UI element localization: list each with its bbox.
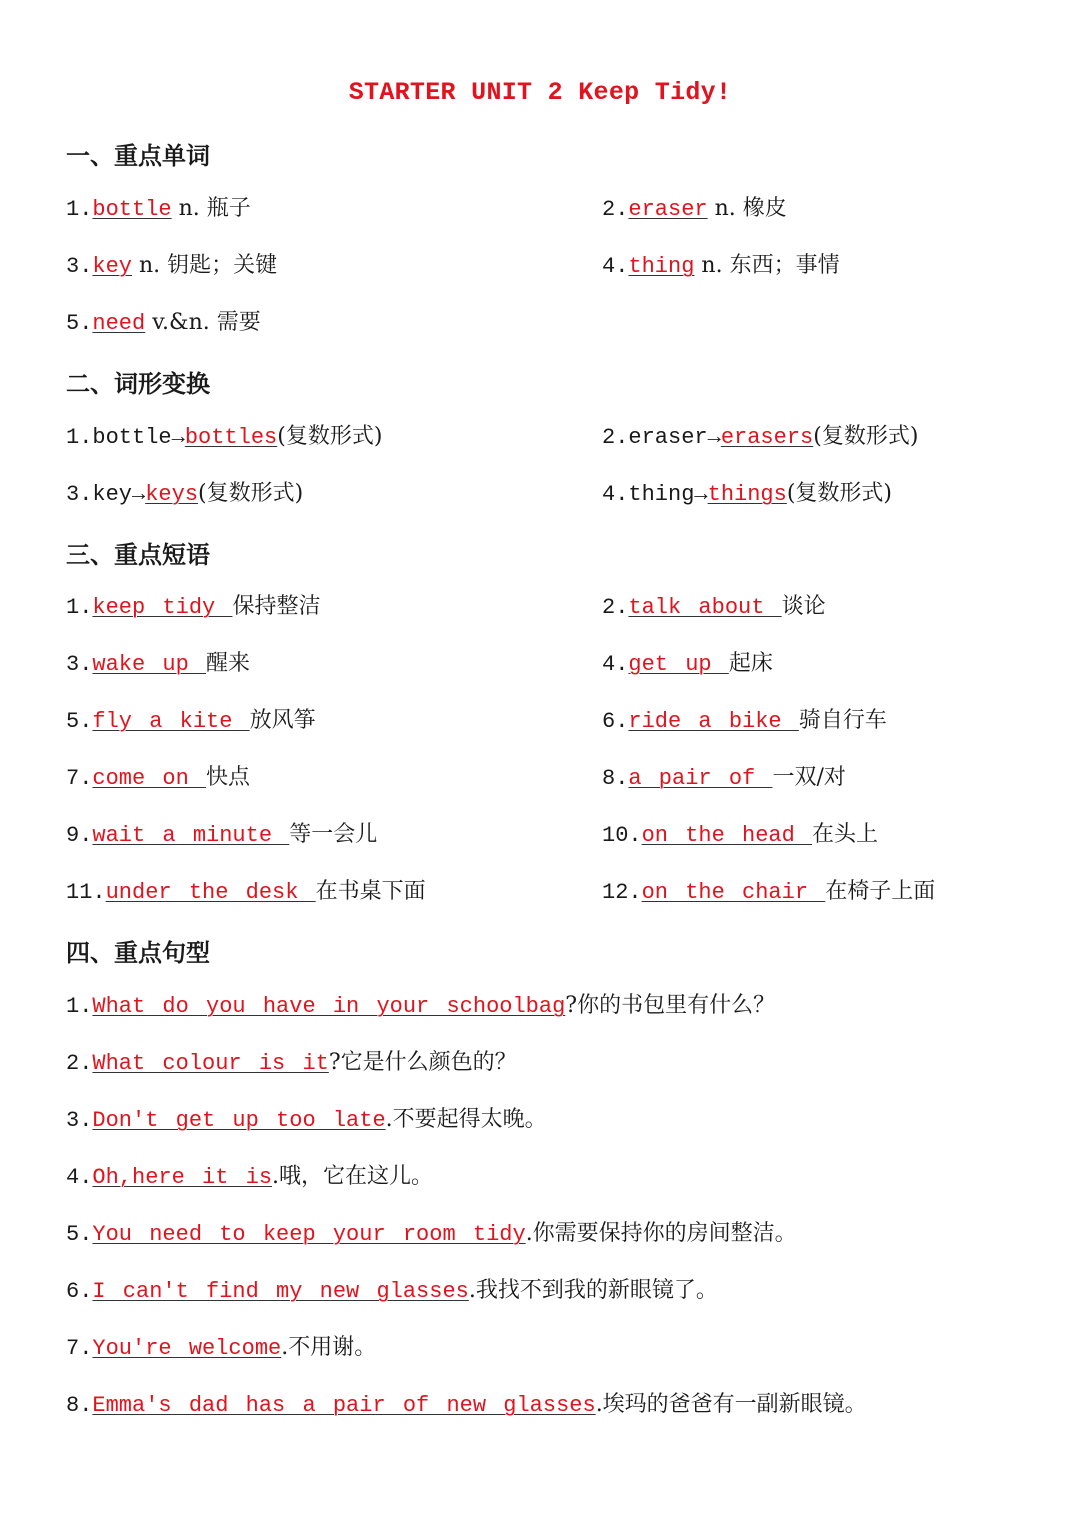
item-meaning: v.&n. 需要 <box>145 310 261 335</box>
section-heading-sentences: 四、重点句型 <box>66 939 210 967</box>
phrase-item <box>66 649 250 680</box>
answer-text: What do you have in your schoolbag <box>92 994 566 1019</box>
item-meaning: 谈论 <box>781 594 826 619</box>
item-number: 7. <box>66 1336 93 1361</box>
item-note: (复数形式) <box>813 424 919 449</box>
sentence-translation: .不用谢。 <box>281 1335 377 1360</box>
item-meaning: 起床 <box>728 651 773 676</box>
section-heading-phrases: 三、重点短语 <box>66 541 210 569</box>
item-number: 2. <box>66 1051 93 1076</box>
item-meaning: n. 瓶子 <box>171 196 251 221</box>
item-number: 12. <box>602 880 642 905</box>
phrase-item <box>602 820 878 851</box>
phrase-item <box>66 877 426 908</box>
item-number: 8. <box>602 766 629 791</box>
answer-text: come on <box>92 766 207 791</box>
sentence-item <box>66 1105 547 1136</box>
item-number: 4. <box>602 652 629 677</box>
answer-text: Oh,here it is <box>92 1165 273 1190</box>
phrase-item <box>602 649 773 680</box>
answer-text: You need to keep your room tidy <box>92 1222 526 1247</box>
answer-text: fly a kite <box>92 709 250 734</box>
sentence-item <box>66 1276 718 1307</box>
answer-text: You're welcome <box>92 1336 282 1361</box>
phrase-item <box>602 706 887 737</box>
phrase-item <box>602 877 935 908</box>
word-item <box>602 194 787 225</box>
sentence-item <box>66 991 775 1022</box>
phrase-item <box>66 706 316 737</box>
item-number: 2. <box>602 595 629 620</box>
form-item <box>602 479 892 510</box>
answer-text: keep tidy <box>92 595 233 620</box>
answer-text: wake up <box>92 652 207 677</box>
answer-text: under the desk <box>105 880 316 905</box>
word-item <box>66 308 261 339</box>
item-meaning: 快点 <box>206 765 251 790</box>
sentence-translation: .哦，它在这儿。 <box>272 1164 434 1189</box>
page-title: STARTER UNIT 2 Keep Tidy! <box>348 78 732 107</box>
answer-text: erasers <box>720 425 814 450</box>
item-meaning: 等一会儿 <box>289 822 378 847</box>
form-item <box>66 422 382 453</box>
answer-text: get up <box>628 652 729 677</box>
item-meaning: 骑自行车 <box>798 708 887 733</box>
word-item <box>66 251 277 282</box>
phrase-item <box>66 820 377 851</box>
item-note: (复数形式) <box>786 481 893 506</box>
sentence-translation: ?它是什么颜色的？ <box>328 1050 517 1075</box>
item-number: 1. <box>66 595 93 620</box>
item-number: 8. <box>66 1393 93 1418</box>
phrase-item <box>602 592 826 623</box>
form-item <box>602 422 918 453</box>
item-meaning: 醒来 <box>206 651 251 676</box>
item-number: 9. <box>66 823 93 848</box>
item-meaning: 在头上 <box>812 822 879 847</box>
word-item <box>602 251 840 282</box>
item-meaning: n. 钥匙；关键 <box>132 253 278 278</box>
item-number: 10. <box>602 823 642 848</box>
phrase-item <box>602 763 846 794</box>
answer-text: talk about <box>628 595 782 620</box>
item-number: 6. <box>66 1279 93 1304</box>
answer-text: keys <box>145 482 199 507</box>
answer-text: What colour is it <box>92 1051 329 1076</box>
item-meaning: 保持整洁 <box>232 594 321 619</box>
item-note: (复数形式) <box>277 424 383 449</box>
item-number: 6. <box>602 709 629 734</box>
item-number: 1. <box>66 994 93 1019</box>
answer-text: wait a minute <box>92 823 290 848</box>
answer-text: ride a bike <box>628 709 799 734</box>
sentence-item <box>66 1333 376 1364</box>
item-number: 5. <box>66 1222 93 1247</box>
answer-text: Emma's dad has a pair of new glasses <box>92 1393 596 1418</box>
item-meaning: 一双/对 <box>772 765 846 790</box>
item-number: 2. <box>602 425 629 450</box>
item-number: 3. <box>66 1108 93 1133</box>
item-meaning: 放风筝 <box>249 708 316 733</box>
sentence-item <box>66 1390 867 1421</box>
answer-text: things <box>707 482 787 507</box>
item-number: 1. <box>66 197 93 222</box>
item-number: 5. <box>66 311 93 336</box>
sentence-item <box>66 1162 433 1193</box>
answer-text: need <box>92 311 146 336</box>
sentence-translation: .不要起得太晚。 <box>385 1107 547 1132</box>
sentence-item <box>66 1219 797 1250</box>
answer-text: eraser <box>628 197 708 222</box>
item-number: 1. <box>66 425 93 450</box>
item-number: 7. <box>66 766 93 791</box>
item-number: 2. <box>602 197 629 222</box>
item-number: 5. <box>66 709 93 734</box>
answer-text: Don't get up too late <box>92 1108 386 1133</box>
item-number: 3. <box>66 254 93 279</box>
item-number: 3. <box>66 652 93 677</box>
form-item <box>66 479 303 510</box>
answer-text: I can't find my new glasses <box>92 1279 469 1304</box>
phrase-item <box>66 763 250 794</box>
sentence-translation: .埃玛的爸爸有一副新眼镜。 <box>595 1392 867 1417</box>
answer-text: thing <box>628 254 695 279</box>
item-meaning: n. 橡皮 <box>707 196 787 221</box>
answer-text: bottle <box>92 197 172 222</box>
item-meaning: 在书桌下面 <box>315 879 426 904</box>
answer-text: key <box>92 254 133 279</box>
sentence-translation: .你需要保持你的房间整洁。 <box>525 1221 797 1246</box>
word-item <box>66 194 251 225</box>
item-note: (复数形式) <box>198 481 304 506</box>
item-number: 11. <box>66 880 106 905</box>
sentence-translation: .我找不到我的新眼镜了。 <box>468 1278 718 1303</box>
item-number: 4. <box>602 482 629 507</box>
phrase-item <box>66 592 320 623</box>
answer-text: on the head <box>641 823 813 848</box>
answer-text: on the chair <box>641 880 826 905</box>
answer-text: a pair of <box>628 766 773 791</box>
section-heading-word-forms: 二、词形变换 <box>66 370 210 398</box>
sentence-item <box>66 1048 517 1079</box>
item-number: 4. <box>66 1165 93 1190</box>
base-word: thing→ <box>628 482 708 507</box>
base-word: bottle→ <box>92 425 185 450</box>
item-meaning: 在椅子上面 <box>825 879 936 904</box>
item-number: 3. <box>66 482 93 507</box>
sentence-translation: ?你的书包里有什么？ <box>565 993 776 1018</box>
section-heading-words: 一、重点单词 <box>66 142 210 170</box>
base-word: eraser→ <box>628 425 721 450</box>
item-number: 4. <box>602 254 629 279</box>
item-meaning: n. 东西；事情 <box>694 253 840 278</box>
answer-text: bottles <box>184 425 278 450</box>
base-word: key→ <box>92 482 146 507</box>
